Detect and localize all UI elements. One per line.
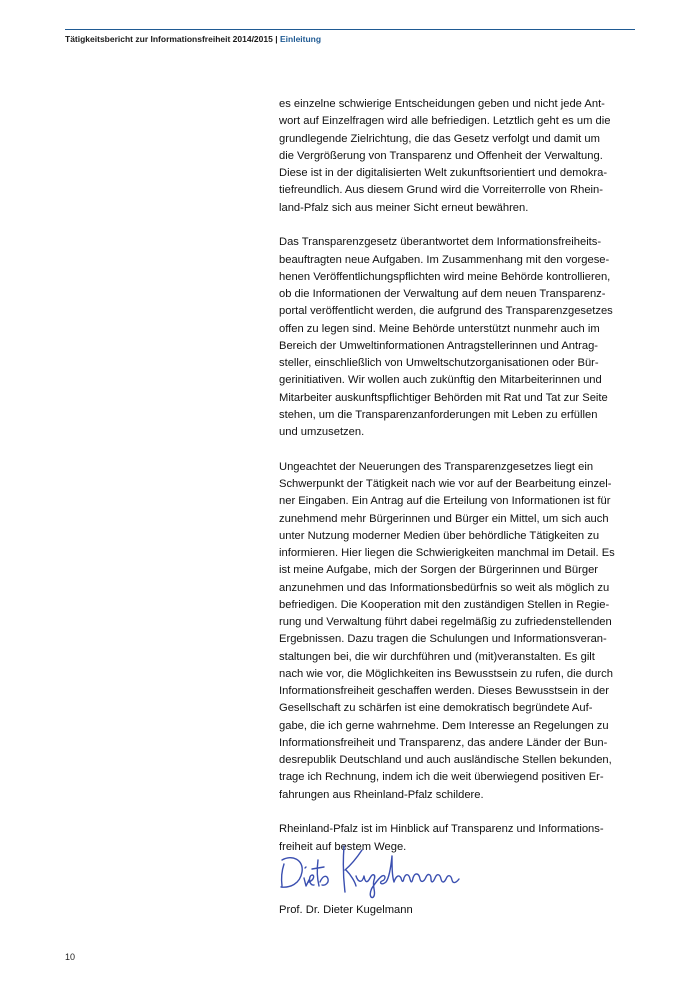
section-title: Einleitung [279,34,322,44]
paragraph: Ungeachtet der Neuerungen des Transparenzgesetzes liegt ein Schwerpunkt der Tätigkeit nach wie vor auf der Bearbeitung einzel- ner Eingaben. Ein Antrag auf die Erteilung von Informationen ist für zunehmend mehr Bürgerinnen und Bürger ein Mittel, um sich auch unter Nutzung moderner Medien über behördliche Tätigkeiten zu informieren. Hier liegen die Schwierigkeiten manchmal im Detail. Es ist meine Aufgabe, mich der Sorgen der Bürgerinnen und Bürger anzunehmen und das Informationsbedürfnis so weit als möglich zu befriedigen. Die Kooperation mit den zuständigen Stellen in Regie- rung und Verwaltung führt dabei regelmäßig zu zufriedenstellenden Ergebnissen. Dazu tragen die Schulungen und Informationsveran- staltungen bei, die wir durchführen und (mit)veranstalten. Es gilt nach wie vor, die Möglichkeiten ins Bewusstsein zu rufen, die durch Informationsfreiheit geschaffen werden. Dieses Bewusstsein in der Gesellschaft zu schärfen ist eine demokratisch begründete Auf- gabe, die ich gerne wahrnehme. Dem Interesse an Regelungen zu Informationsfreiheit und Transparenz, das andere Länder der Bun- desrepublik Deutschland und auch ausländische Stellen bekunden, trage ich Rechnung, indem ich die weit überwiegend positiven Er- fahrungen aus Rheinland-Pfalz schildere. [279,460,615,801]
paragraph: Das Transparenzgesetz überantwortet dem Informationsfreiheits- beauftragten neue Aufgaben. Im Zusammenhang mit den vorgese- henen Veröffentlichungspflichten wird meine Behörde kontrollieren, ob die Informationen der Verwaltung auf dem neuen Transparenz- portal veröffentlicht werden, die aufgrund des Transparenzgesetzes offen zu legen sind. Meine Behörde unterstützt nunmehr auch im Bereich der Umweltinformationen Antragstellerinnen und Antrag- steller, einschließlich von Umweltschutzorganisationen oder Bür- gerinitiativen. Wir wollen auch zukünftig den Mitarbeiterinnen und Mitarbeiter auskunftspflichtiger Behörden mit Rat und Tat zur Seite stehen, um die Transparenzanforderungen mit Leben zu erfüllen und umzusetzen. [279,236,613,438]
running-header [65,34,321,44]
signer-name: Prof. Dr. Dieter Kugelmann [279,904,413,916]
body-text [279,96,639,873]
report-title: Tätigkeitsbericht zur Informationsfreiheit 2014/2015 [65,34,273,44]
paragraph: es einzelne schwierige Entscheidungen geben und nicht jede Ant- wort auf Einzelfragen wird alle befriedigen. Letztlich geht es um die grundlegende Zielrichtung, die das Gesetz verfolgt und damit um die Vergrößerung von Transparenz und Offenheit der Verwaltung. Diese ist in der digitalisierten Welt zukunftsorientiert und demokra- tiefreundlich. Aus diesem Grund wird die Vorreiterrolle von Rhein- land-Pfalz sich aus meiner Sicht erneut bewähren. [279,98,611,214]
handwritten-signature [278,842,468,900]
header-separator: | [275,34,278,44]
paragraph: Rheinland-Pfalz ist im Hinblick auf Transparenz und Informations- freiheit auf bestem Wege. [279,823,604,853]
page-number: 10 [65,952,76,962]
header-rule [65,29,635,30]
